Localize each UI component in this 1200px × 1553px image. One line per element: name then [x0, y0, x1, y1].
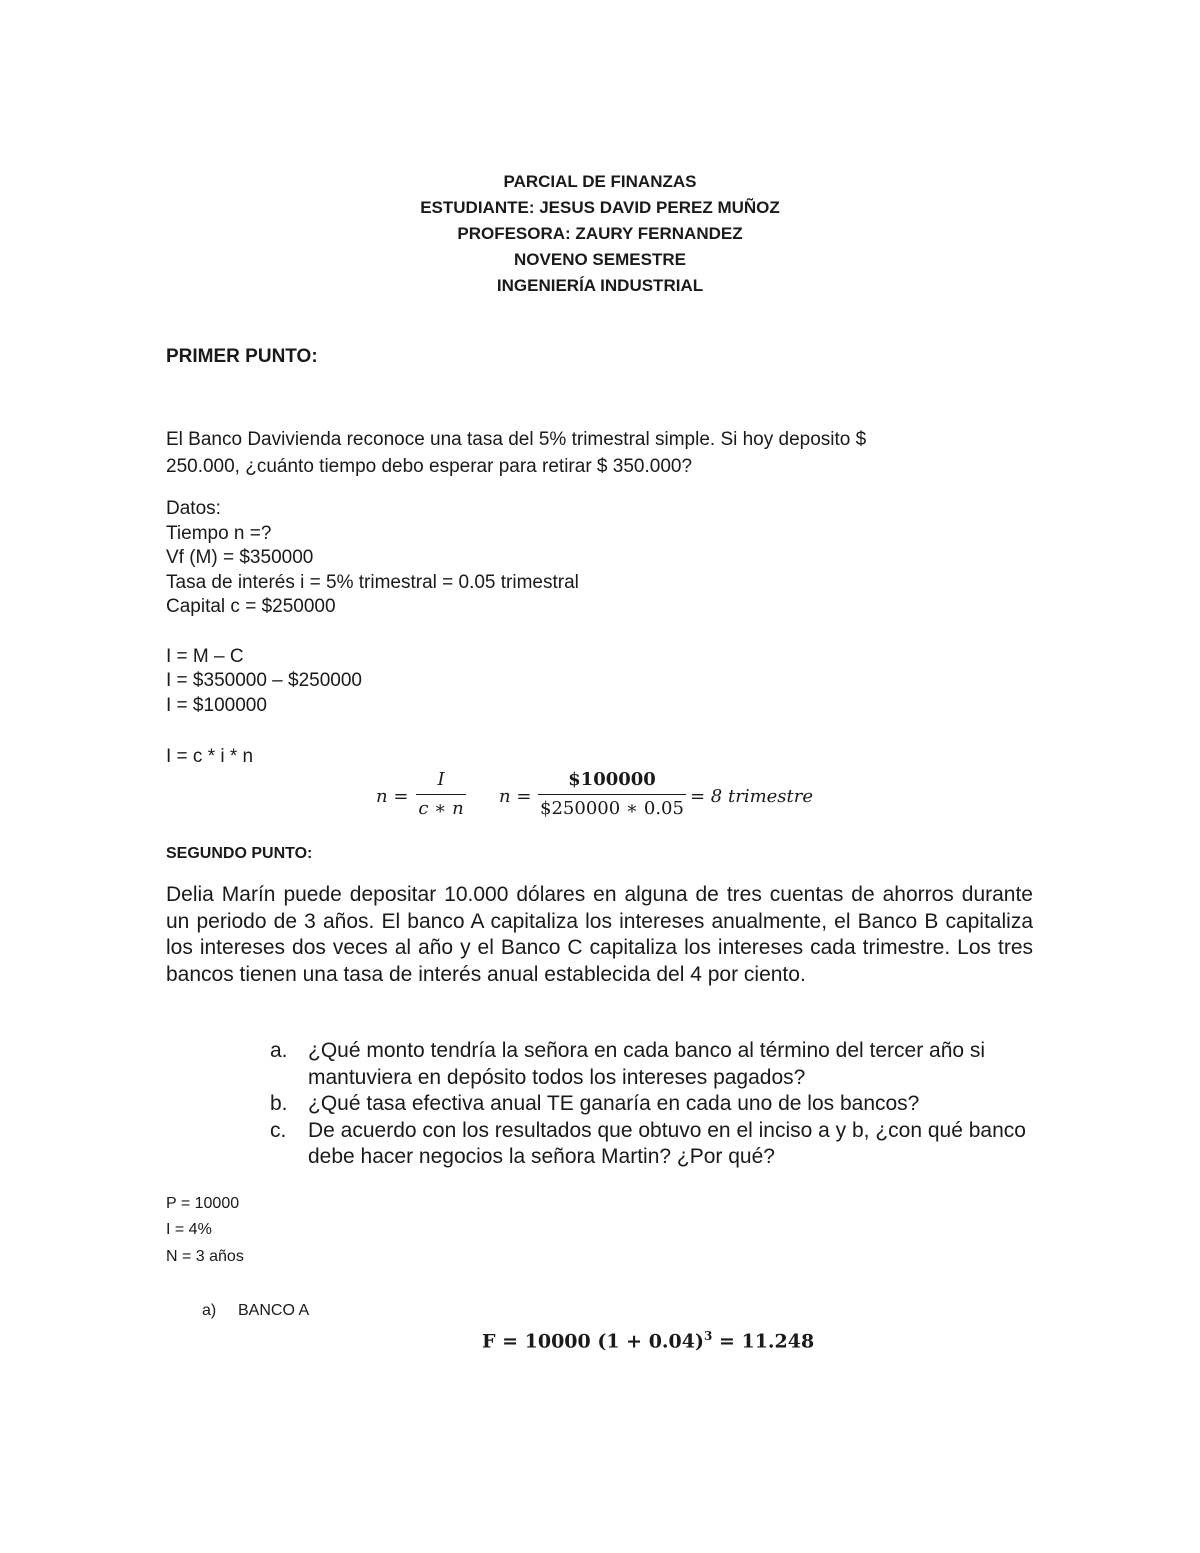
question-marker: b. — [270, 1092, 288, 1115]
var-line: P = 10000 — [166, 1195, 240, 1212]
datos-item: Vf (M) = $350000 — [166, 547, 314, 568]
question-text: ¿Qué monto tendría la señora en cada banco al término del tercer año si mantuviera en depósito todos los intereses pagados? — [308, 1039, 986, 1089]
eq2-fraction — [538, 768, 686, 821]
eq2-numerator: $100000 — [568, 769, 656, 790]
primer-punto-heading: PRIMER PUNTO: — [166, 346, 318, 367]
eq2-result: = 8 trimestre — [690, 786, 814, 807]
eq2-denominator: $250000 ∗ 0.05 — [540, 798, 684, 819]
eq1-denominator: c ∗ n — [418, 798, 464, 819]
calc-line: I = $350000 – $250000 — [166, 670, 362, 691]
question-item — [270, 1118, 1050, 1171]
segundo-problem-text: Delia Marín puede depositar 10.000 dólares en alguna de tres cuentas de ahorros durante un periodo de 3 años. El banco A capitaliza los intereses anualmente, el Banco B capitaliza los intereses dos veces al año y el Banco C capitaliza los intereses cada trimestre. Los tres bancos tienen una tasa de interés anual establecida del 4 por ciento. — [166, 883, 1033, 986]
header-program: INGENIERÍA INDUSTRIAL — [496, 276, 704, 295]
datos-item: Capital c = $250000 — [166, 596, 336, 617]
var-line: I = 4% — [166, 1221, 212, 1238]
header-semester: NOVENO SEMESTRE — [514, 250, 686, 269]
header-student: ESTUDIANTE: JESUS DAVID PEREZ MUÑOZ — [420, 198, 780, 217]
formula-interest: I = c * i * n — [166, 746, 254, 767]
calc-line: I = M – C — [166, 646, 244, 667]
primer-problem-line2: 250.000, ¿cuánto tiempo debo esperar para retirar $ 350.000? — [166, 456, 693, 477]
formula-base: F = 10000 (1 + 0.04) — [482, 1330, 704, 1353]
question-item — [270, 1091, 1050, 1118]
eq1-fraction — [416, 768, 466, 821]
question-marker: a. — [270, 1039, 288, 1062]
question-text: ¿Qué tasa efectiva anual TE ganaría en cada uno de los bancos? — [308, 1092, 920, 1115]
banco-a-marker: a) — [202, 1302, 217, 1319]
questions-list — [270, 1038, 1050, 1171]
banco-a-label: BANCO A — [238, 1302, 310, 1319]
header-title: PARCIAL DE FINANZAS — [503, 172, 697, 191]
calc-line: I = $100000 — [166, 695, 267, 716]
segundo-problem-paragraph — [166, 882, 1033, 988]
question-item — [270, 1038, 1050, 1091]
fraction-bar — [538, 794, 686, 795]
question-marker: c. — [270, 1118, 287, 1142]
datos-label: Datos: — [166, 498, 221, 519]
eq1-lhs: n = — [376, 786, 409, 807]
formula-result: = 11.248 — [712, 1330, 815, 1353]
document-header — [0, 169, 1200, 299]
eq2-lhs: n = — [499, 786, 532, 807]
segundo-punto-heading: SEGUNDO PUNTO: — [166, 845, 313, 862]
primer-problem-line1: El Banco Davivienda reconoce una tasa del 5% trimestral simple. Si hoy deposito $ — [166, 429, 867, 450]
eq1-numerator: I — [437, 769, 445, 790]
fraction-bar — [416, 794, 466, 795]
header-teacher: PROFESORA: ZAURY FERNANDEZ — [457, 224, 743, 243]
datos-item: Tiempo n =? — [166, 523, 272, 544]
banco-a-formula — [482, 1329, 814, 1352]
question-text: De acuerdo con los resultados que obtuvo en el inciso a y b, ¿con qué banco debe hacer negocios la señora Martin? ¿Por qué? — [308, 1118, 1026, 1168]
formula-exponent: 3 — [703, 1329, 713, 1343]
var-line: N = 3 años — [166, 1248, 244, 1265]
datos-item: Tasa de interés i = 5% trimestral = 0.05 trimestral — [166, 572, 579, 593]
